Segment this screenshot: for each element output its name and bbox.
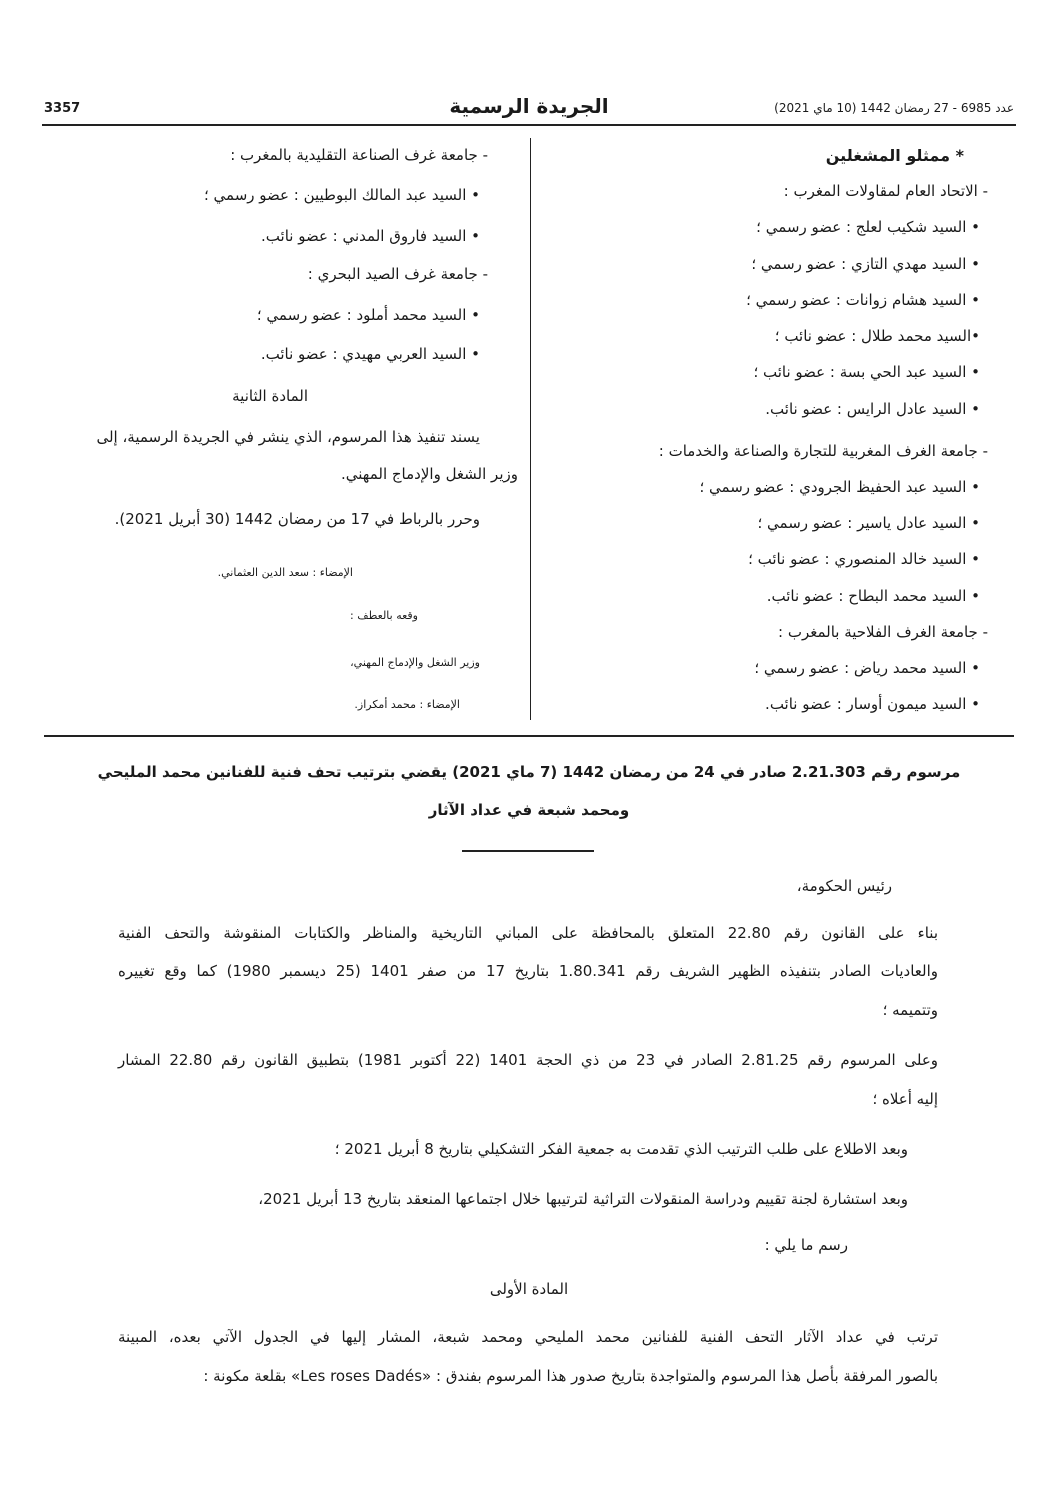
member-item: • السيد عادل الرايس : عضو نائب. bbox=[765, 400, 980, 418]
member-item: • السيد خالد المنصوري : عضو نائب ؛ bbox=[748, 550, 980, 568]
group-title: - جامعة غرف الصناعة التقليدية بالمغرب : bbox=[230, 146, 488, 164]
member-item: •السيد محمد طلال : عضو نائب ؛ bbox=[774, 327, 980, 345]
member-item: • السيد محمد رياض : عضو رسمي ؛ bbox=[754, 659, 980, 677]
left-column bbox=[48, 0, 518, 730]
member-item: • السيد عبد الحفيظ الجرودي : عضو رسمي ؛ bbox=[699, 478, 980, 496]
member-item: • السيد مهدي التازي : عضو رسمي ؛ bbox=[751, 255, 980, 273]
member-item: • السيد عبد الحي بسة : عضو نائب ؛ bbox=[753, 363, 980, 381]
paragraph-line: بناء على القانون رقم 22.80 المتعلق بالمحافظة على المباني التاريخية والمناظر والكتابات المنقوشة والتحف الفنية bbox=[118, 924, 938, 942]
article-title: المادة الثانية bbox=[232, 387, 308, 405]
group-title: - جامعة الغرف المغربية للتجارة والصناعة والخدمات : bbox=[658, 442, 988, 460]
member-item: • السيد عادل ياسير : عضو رسمي ؛ bbox=[757, 514, 980, 532]
paragraph-line: وتتميمه ؛ bbox=[882, 1001, 938, 1019]
head-of-government: رئيس الحكومة، bbox=[796, 877, 892, 895]
article-title: المادة الأولى bbox=[489, 1280, 569, 1298]
group-title: - جامعة غرف الصيد البحري : bbox=[307, 265, 488, 283]
member-item: • السيد ميمون أوسار : عضو نائب. bbox=[765, 695, 980, 713]
member-item: • السيد محمد أملود : عضو رسمي ؛ bbox=[256, 306, 480, 324]
countersigned-label: وقعه بالعطف : bbox=[350, 609, 418, 622]
issue-info: عدد 6985 - 27 رمضان 1442 (10 ماي 2021) bbox=[774, 101, 1014, 115]
title-underline bbox=[462, 850, 594, 852]
decree-title: مرسوم رقم 2.21.303 صادر في 24 من رمضان 1442 (7 ماي 2021) يقضي بترتيب تحف فنية للفنانين محمد المليحي bbox=[97, 763, 961, 781]
group-title: - الاتحاد العام لمقاولات المغرب : bbox=[783, 182, 988, 200]
member-item: • السيد محمد البطاح : عضو نائب. bbox=[766, 587, 980, 605]
section-rule bbox=[44, 735, 1014, 737]
minister-signature: الإمضاء : محمد أمكراز. bbox=[354, 698, 460, 711]
paragraph-line: بالصور المرفقة بأصل هذا المرسوم والمتواجدة بتاريخ صدور هذا المرسوم بفندق : «Les roses Dadés» بقلعة مكونة : bbox=[203, 1367, 938, 1385]
decrees-label: رسم ما يلي : bbox=[764, 1236, 848, 1254]
member-item: • السيد شكيب لعلج : عضو رسمي ؛ bbox=[756, 218, 980, 236]
signature: الإمضاء : سعد الدين العثماني. bbox=[217, 566, 353, 579]
paragraph-line: ترتب في عداد الآثار التحف الفنية للفنانين محمد المليحي ومحمد شبعة، المشار إليها في الجدول الآتي بعده، المبينة bbox=[118, 1328, 938, 1346]
decree-title: ومحمد شبعة في عداد الآثار bbox=[428, 801, 630, 819]
paragraph-line: إليه أعلاه ؛ bbox=[872, 1090, 938, 1108]
group-title: - جامعة الغرف الفلاحية بالمغرب : bbox=[778, 623, 988, 641]
paragraph-line: وبعد استشارة لجنة تقييم ودراسة المنقولات التراثية لترتيبها خلال اجتماعها المنعقد بتاريخ 13 أبريل 2021، bbox=[258, 1190, 908, 1208]
minister-title: وزير الشغل والإدماج المهني، bbox=[350, 656, 480, 669]
paragraph-line: والعاديات الصادر بتنفيذه الظهير الشريف رقم 1.80.341 بتاريخ 17 من صفر 1401 (25 ديسمبر 1980) كما وقع تغييره bbox=[118, 962, 938, 980]
article-text: يسند تنفيذ هذا المرسوم، الذي ينشر في الجريدة الرسمية، إلى bbox=[96, 428, 480, 446]
member-item: • السيد العربي مهيدي : عضو نائب. bbox=[260, 345, 480, 363]
paragraph-line: وعلى المرسوم رقم 2.81.25 الصادر في 23 من ذي الحجة 1401 (22 أكتوبر 1981) بتطبيق القانون رقم 22.80 المشار bbox=[118, 1051, 939, 1069]
member-item: • السيد فاروق المدني : عضو نائب. bbox=[261, 227, 480, 245]
journal-title: الجريدة الرسمية bbox=[449, 94, 609, 118]
column-divider bbox=[530, 138, 531, 720]
member-item: • السيد هشام زوانات : عضو رسمي ؛ bbox=[746, 291, 980, 309]
member-item: • السيد عبد المالك البوطيين : عضو رسمي ؛ bbox=[204, 186, 480, 204]
paragraph-line: وبعد الاطلاع على طلب الترتيب الذي تقدمت به جمعية الفكر التشكيلي بتاريخ 8 أبريل 2021 ؛ bbox=[334, 1140, 908, 1158]
page-number: 3357 bbox=[44, 101, 81, 116]
right-column bbox=[558, 0, 988, 730]
done-at: وحرر بالرباط في 17 من رمضان 1442 (30 أبريل 2021). bbox=[114, 510, 480, 528]
article-text: وزير الشغل والإدماج المهني. bbox=[340, 465, 518, 483]
employers-heading: * ممثلو المشغلين bbox=[825, 146, 964, 165]
